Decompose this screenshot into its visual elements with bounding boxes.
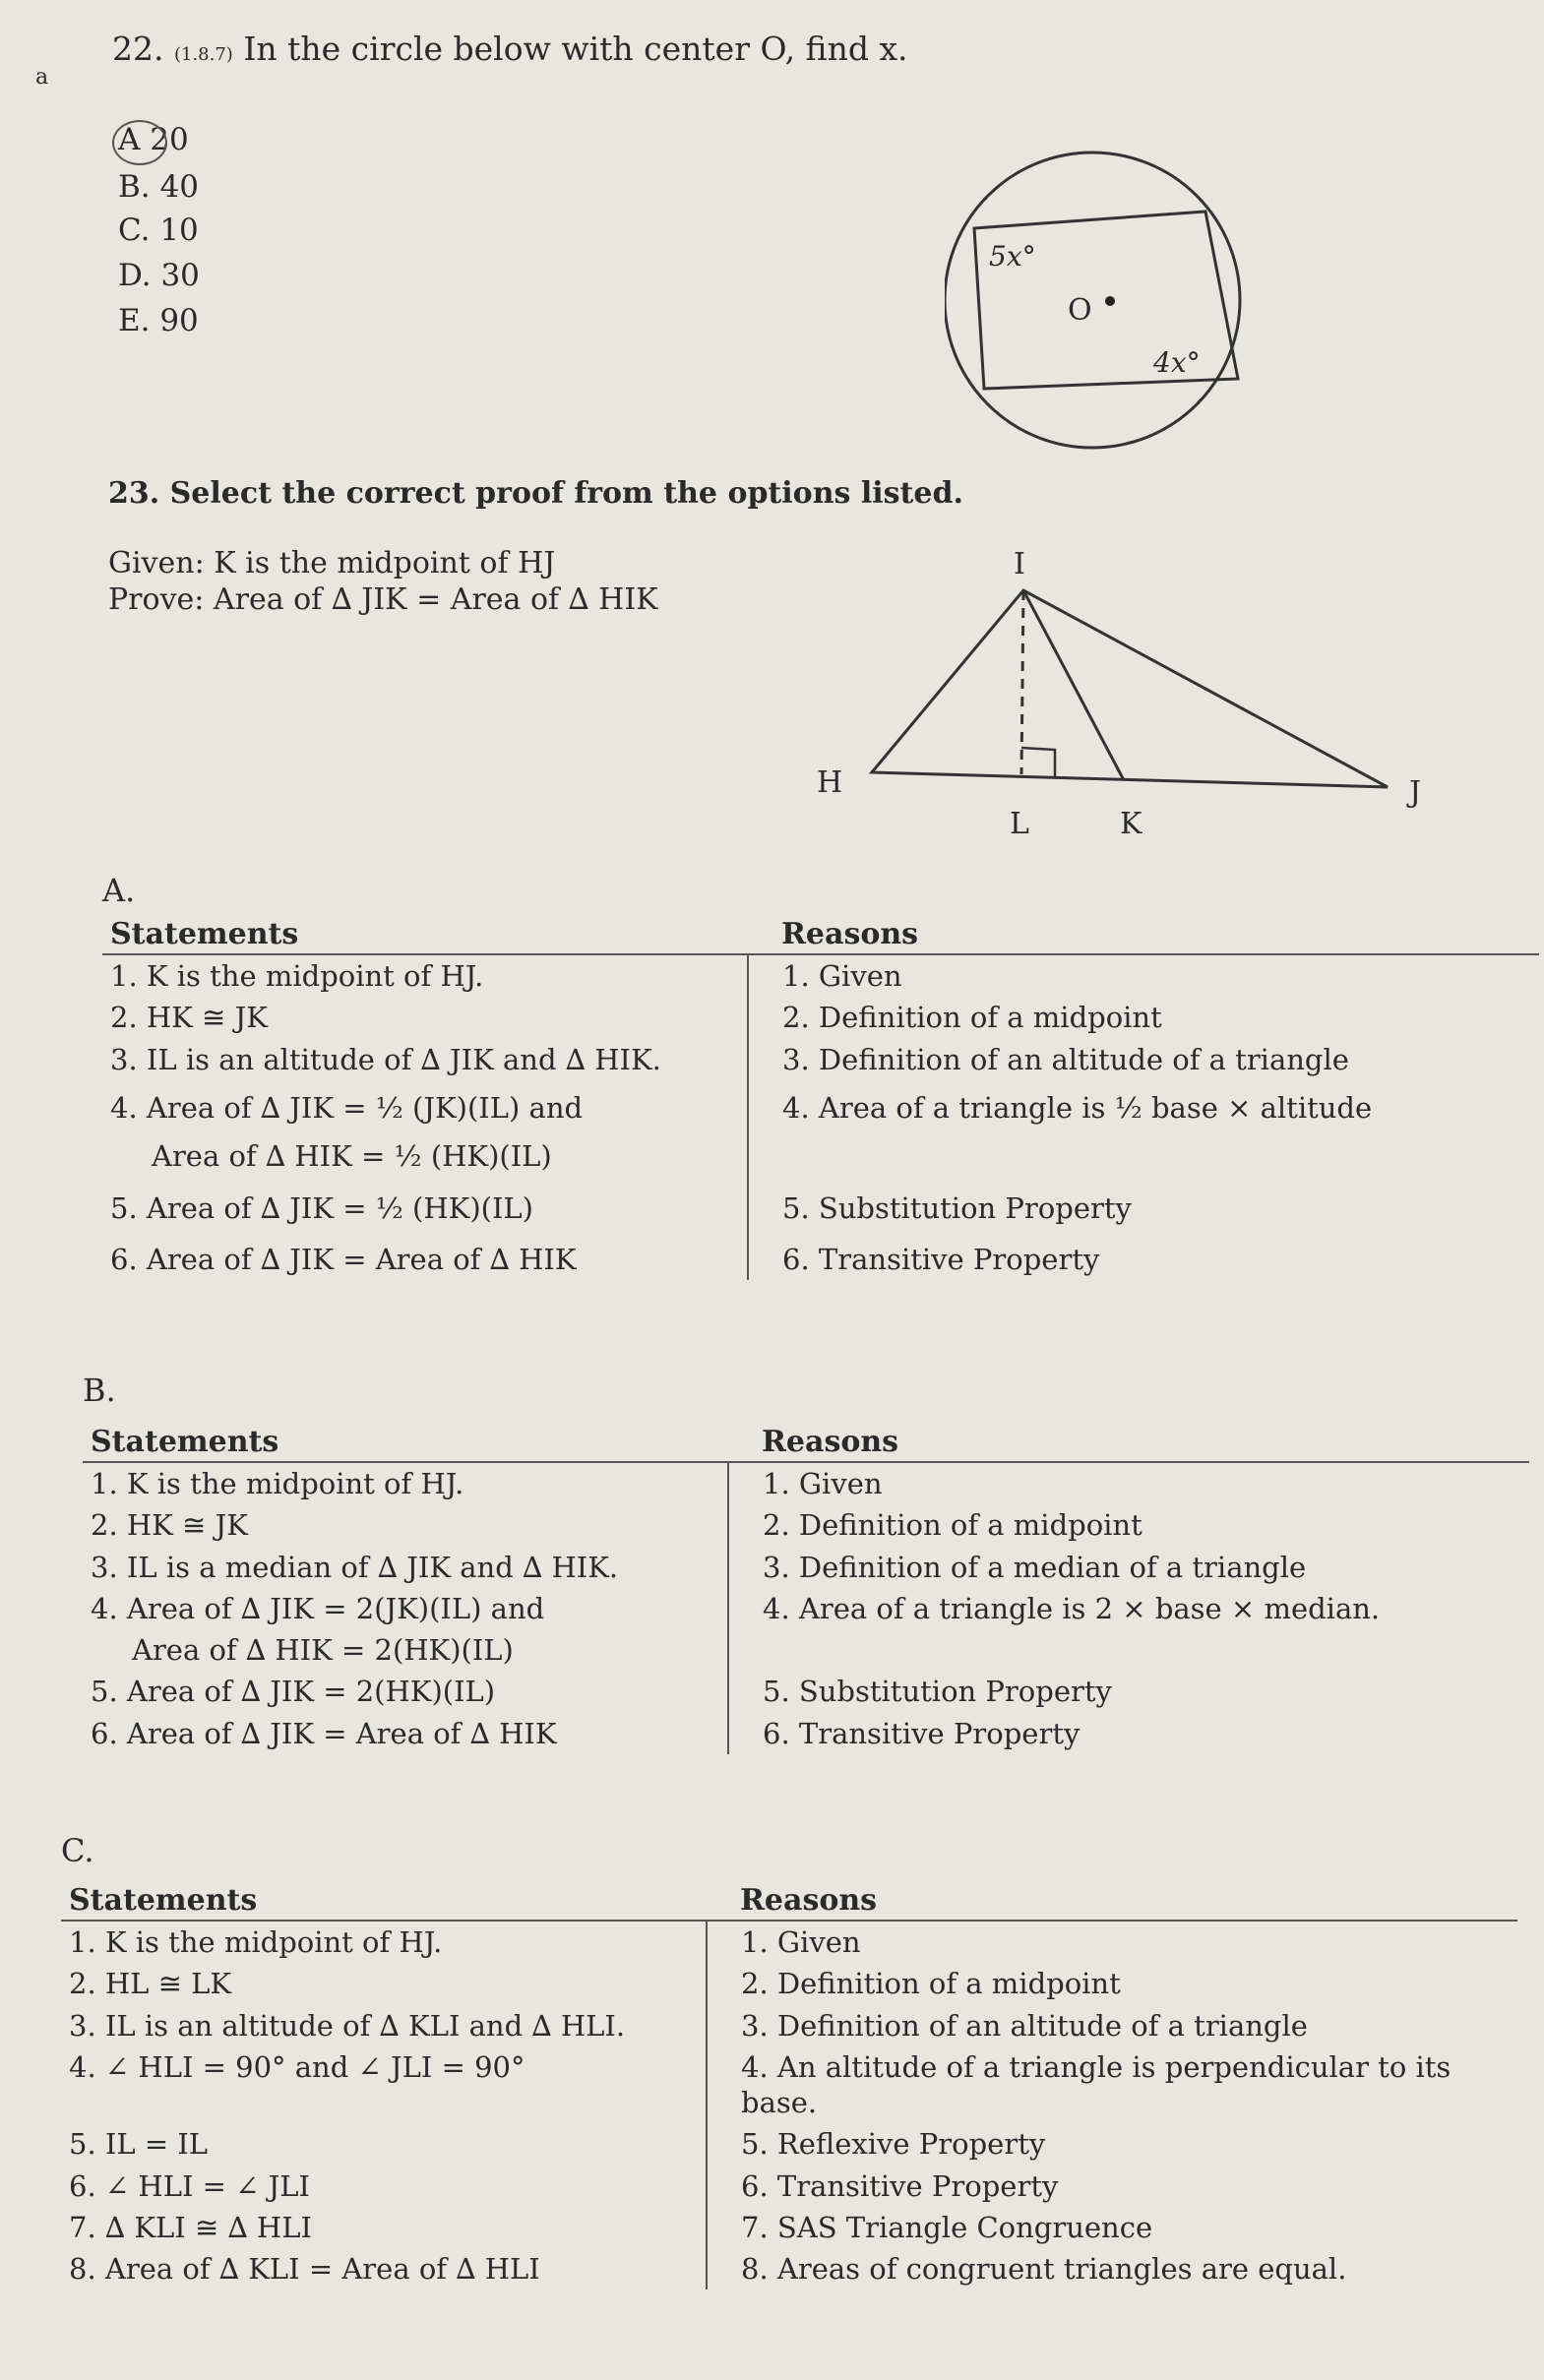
choice-label: C. 10 (118, 213, 199, 248)
statement-cell: 3. IL is an altitude of ∆ JIK and ∆ HIK. (102, 1039, 748, 1080)
point-label-l: L (1010, 807, 1029, 841)
table-row (61, 2207, 1517, 2248)
q22-choice-b[interactable] (118, 169, 199, 205)
point-label-k: K (1120, 807, 1143, 841)
vertex-label-j: J (1409, 775, 1422, 810)
q23-prove: Prove: Area of ∆ JIK = Area of ∆ HIK (108, 582, 658, 617)
reason-cell: 4. An altitude of a triangle is perpendicular to its base. (741, 2049, 1451, 2119)
reasons-header: Reasons (748, 915, 1539, 954)
statement-cell: 1. K is the midpoint of HJ. (83, 1462, 728, 1504)
reason-cell: 2. Definition of a midpoint (741, 1967, 1121, 2001)
statement-cell: 5. Area of ∆ JIK = ½ (HK)(IL) (102, 1177, 748, 1229)
reason-cell: 6. Transitive Property (782, 1242, 1100, 1276)
q22-tag: (1.8.7) (173, 44, 233, 65)
reason-cell: 7. SAS Triangle Congruence (741, 2210, 1153, 2244)
reason-cell: 3. Definition of an altitude of a triangle (782, 1042, 1349, 1076)
proof-table-a (102, 915, 1539, 1280)
q22-circle-figure (945, 138, 1289, 462)
q22-choice-e[interactable] (118, 303, 199, 338)
statements-header: Statements (61, 1881, 707, 1921)
choice-label: B. 40 (118, 169, 199, 205)
statement-cell: 3. IL is an altitude of ∆ KLI and ∆ HLI. (61, 2005, 707, 2046)
statement-cell: 2. HL ≅ LK (61, 1963, 707, 2004)
table-row (61, 1921, 1517, 1963)
reason-cell: 6. Transitive Property (763, 1716, 1081, 1750)
table-row (61, 2166, 1517, 2207)
statement-cell: 3. IL is a median of ∆ JIK and ∆ HIK. (83, 1547, 728, 1588)
answer-circle-mark (112, 120, 167, 165)
table-row (102, 1177, 1539, 1229)
center-point (1105, 296, 1115, 306)
right-angle-mark (1021, 748, 1055, 776)
reason-cell: 1. Given (782, 959, 902, 993)
option-b-letter[interactable]: B. (83, 1372, 116, 1409)
statement-cell: 5. Area of ∆ JIK = 2(HK)(IL) (83, 1671, 728, 1712)
reason-cell: 4. Area of a triangle is 2 × base × median. (763, 1591, 1381, 1625)
margin-mark: a (35, 65, 49, 90)
table-row (83, 1629, 1529, 1671)
option-c-letter[interactable]: C. (61, 1832, 94, 1869)
table-row (83, 1713, 1529, 1754)
statement-cell: 1. K is the midpoint of HJ. (102, 954, 748, 997)
q22-choice-c[interactable] (118, 213, 199, 248)
statement-cell: 4. Area of ∆ JIK = ½ (JK)(IL) and (102, 1080, 748, 1129)
q22-number: 22. (112, 30, 164, 68)
table-row (83, 1588, 1529, 1629)
table-row (102, 1129, 1539, 1177)
reason-cell (748, 1129, 1539, 1177)
q23-title: 23. Select the correct proof from the options listed. (108, 476, 963, 511)
table-row (83, 1671, 1529, 1712)
statement-cell: 2. HK ≅ JK (83, 1504, 728, 1546)
reason-cell (728, 1629, 1529, 1671)
table-row (83, 1504, 1529, 1546)
choice-label: A 20 (118, 122, 189, 157)
table-row (61, 2123, 1517, 2165)
statement-cell: 4. ∠ HLI = 90° and ∠ JLI = 90° (61, 2046, 707, 2124)
statement-cell: 6. Area of ∆ JIK = Area of ∆ HIK (102, 1230, 748, 1280)
reason-cell: 1. Given (763, 1467, 883, 1500)
angle-label-top: 5x° (989, 240, 1036, 273)
q23-given: Given: K is the midpoint of HJ (108, 546, 556, 580)
vertex-label-i: I (1014, 547, 1025, 581)
choice-label: E. 90 (118, 303, 199, 338)
q22-text: In the circle below with center O, find x. (243, 30, 908, 68)
table-row (102, 1039, 1539, 1080)
statement-cell: 6. ∠ HLI = ∠ JLI (61, 2166, 707, 2207)
reasons-header: Reasons (707, 1881, 1517, 1921)
statements-header: Statements (102, 915, 748, 954)
q22-heading (112, 30, 908, 68)
reason-cell: 5. Reflexive Property (741, 2127, 1046, 2162)
table-row (102, 1230, 1539, 1280)
reason-cell: 1. Given (741, 1925, 861, 1959)
statement-cell: Area of ∆ HIK = ½ (HK)(IL) (102, 1129, 748, 1177)
table-row (102, 1080, 1539, 1129)
table-row (61, 2046, 1517, 2124)
statement-cell: 8. Area of ∆ KLI = Area of ∆ HLI (61, 2248, 707, 2289)
reason-cell: 5. Substitution Property (782, 1191, 1132, 1226)
vertex-label-h: H (817, 765, 843, 800)
proof-table-c (61, 1881, 1517, 2289)
statement-cell: 4. Area of ∆ JIK = 2(JK)(IL) and (83, 1588, 728, 1629)
table-row (102, 997, 1539, 1038)
reason-cell: 5. Substitution Property (763, 1675, 1112, 1709)
q23-triangle-figure (807, 546, 1456, 861)
reason-cell: 2. Definition of a midpoint (763, 1508, 1143, 1543)
center-label: O (1068, 293, 1092, 328)
table-row (83, 1462, 1529, 1504)
reasons-header: Reasons (728, 1423, 1529, 1462)
table-row (61, 1963, 1517, 2004)
reason-cell: 3. Definition of a median of a triangle (763, 1550, 1307, 1584)
reason-cell: 4. Area of a triangle is ½ base × altitude (782, 1090, 1373, 1125)
statement-cell: 7. ∆ KLI ≅ ∆ HLI (61, 2207, 707, 2248)
table-row (61, 2248, 1517, 2289)
reason-cell: 8. Areas of congruent triangles are equal. (741, 2252, 1347, 2286)
reason-cell: 6. Transitive Property (741, 2168, 1059, 2203)
choice-label: D. 30 (118, 258, 200, 293)
statement-cell: 2. HK ≅ JK (102, 997, 748, 1038)
statement-cell: Area of ∆ HIK = 2(HK)(IL) (83, 1629, 728, 1671)
triangle-hij (872, 590, 1388, 787)
table-row (102, 954, 1539, 997)
circle-outline (945, 153, 1240, 448)
statement-cell: 6. Area of ∆ JIK = Area of ∆ HIK (83, 1713, 728, 1754)
table-row (61, 2005, 1517, 2046)
statement-cell: 5. IL = IL (61, 2123, 707, 2165)
angle-label-bottom: 4x° (1153, 346, 1201, 379)
q22-choice-d[interactable] (118, 258, 200, 293)
statement-cell: 1. K is the midpoint of HJ. (61, 1921, 707, 1963)
option-a-letter[interactable]: A. (102, 872, 136, 909)
reason-cell: 3. Definition of an altitude of a triangle (741, 2008, 1308, 2043)
statements-header: Statements (83, 1423, 728, 1462)
reason-cell: 2. Definition of a midpoint (782, 1001, 1162, 1035)
table-row (83, 1547, 1529, 1588)
proof-table-b (83, 1423, 1529, 1754)
